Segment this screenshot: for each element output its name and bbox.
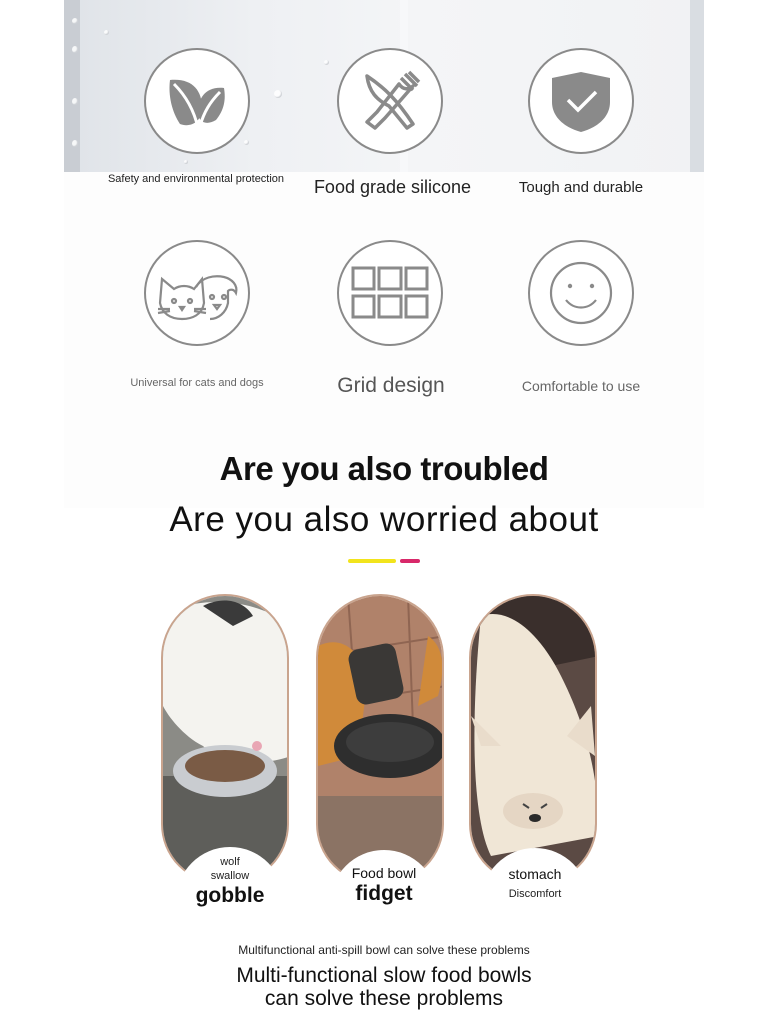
grid-icon xyxy=(337,240,443,346)
footer-line-2b: can solve these problems xyxy=(264,987,504,1011)
banner-right-edge xyxy=(690,0,704,172)
water-drop xyxy=(72,46,78,53)
shield-check-icon xyxy=(528,48,634,154)
smiley-icon xyxy=(528,240,634,346)
caption-small: wolf xyxy=(220,856,240,868)
photo-dog-sleeping xyxy=(469,594,597,884)
heading-worried: Are you also worried about xyxy=(169,500,599,539)
water-drop xyxy=(184,160,188,164)
footer-line-2 xyxy=(64,964,704,1010)
feature-universal xyxy=(97,240,297,346)
water-drop xyxy=(72,98,78,105)
caption-small: swallow xyxy=(210,870,250,883)
caption-sub: Discomfort xyxy=(508,888,562,901)
water-drop xyxy=(104,30,109,35)
feature-label: Food grade silicone xyxy=(313,177,472,197)
feature-durable xyxy=(481,48,681,154)
caption-big: gobble xyxy=(195,883,265,907)
feature-grid xyxy=(290,240,490,346)
caption-big: fidget xyxy=(355,882,413,906)
feature-label: Universal for cats and dogs xyxy=(130,377,264,389)
photo-dog-bowl xyxy=(316,594,444,884)
feature-label: Safety and environmental protection xyxy=(107,173,285,185)
caption-small: Food bowl xyxy=(351,865,417,881)
caption-small: stomach xyxy=(508,866,562,882)
leaf-icon xyxy=(144,48,250,154)
feature-comfortable xyxy=(481,240,681,346)
heading-troubled: Are you also troubled xyxy=(219,450,549,487)
fork-knife-icon xyxy=(337,48,443,154)
water-drop xyxy=(72,140,78,147)
feature-safety xyxy=(97,48,297,154)
feature-food-grade xyxy=(290,48,490,154)
banner-left-edge xyxy=(64,0,80,172)
accent-bar-yellow xyxy=(348,559,396,563)
feature-label: Grid design xyxy=(337,374,445,397)
photo-dog-gobbling xyxy=(161,594,289,884)
feature-label: Tough and durable xyxy=(518,179,644,196)
accent-bar-pink xyxy=(400,559,420,563)
footer-line-1: Multifunctional anti-spill bowl can solve these problems xyxy=(238,943,530,957)
feature-label: Comfortable to use xyxy=(521,378,641,394)
caption-gobble xyxy=(176,847,284,927)
cat-dog-icon xyxy=(144,240,250,346)
footer-line-2a: Multi-functional slow food bowls xyxy=(236,964,532,987)
water-drop xyxy=(72,18,78,24)
